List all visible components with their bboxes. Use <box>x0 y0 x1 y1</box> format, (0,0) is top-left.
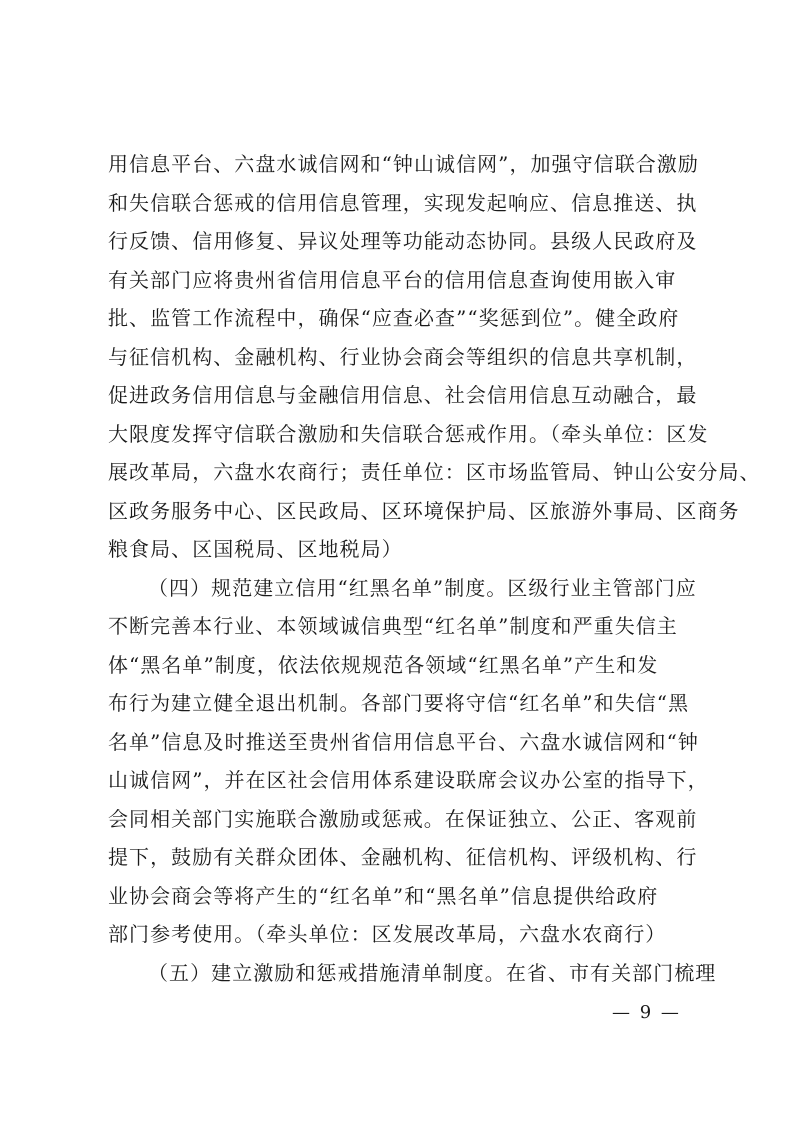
section-heading-line: （五）建立激励和惩戒措施清单制度。在省、市有关部门梳理 <box>148 960 717 985</box>
text-line: 展改革局，六盘水农商行；责任单位：区市场监管局、钟山公安分局、 <box>108 460 761 484</box>
text-line: 名单”信息及时推送至贵州省信用信息平台、六盘水诚信网和“钟 <box>108 729 699 754</box>
text-line: 与征信机构、金融机构、行业协会商会等组织的信息共享机制， <box>108 344 698 369</box>
section-heading-line: （四）规范建立信用“红黑名单”制度。区级行业主管部门应 <box>148 575 697 600</box>
text-line: 大限度发挥守信联合激励和失信联合惩戒作用。（牵头单位：区发 <box>108 421 709 446</box>
text-line: 区政务服务中心、区民政局、区环境保护局、区旅游外事局、区商务 <box>108 498 740 523</box>
page-number: — 9 — <box>612 1002 681 1023</box>
text-line: 部门参考使用。（牵头单位：区发展改革局，六盘水农商行） <box>108 922 667 946</box>
text-line: 布行为建立健全退出机制。各部门要将守信“红名单”和失信“黑 <box>108 691 690 715</box>
text-line: 粮食局、区国税局、区地税局） <box>108 537 403 561</box>
text-line: 体“黑名单”制度，依法依规规范各领域“红黑名单”产生和发 <box>108 652 659 677</box>
text-line: 批、监管工作流程中，确保“应查必查”“奖惩到位”。健全政府 <box>108 306 680 330</box>
text-line: 业协会商会等将产生的“红名单”和“黑名单”信息提供给政府 <box>108 883 659 908</box>
body-text <box>108 145 761 992</box>
text-line: 提下，鼓励有关群众团体、金融机构、征信机构、评级机构、行 <box>108 845 698 869</box>
text-line: 山诚信网”，并在区社会信用体系建设联席会议办公室的指导下， <box>108 768 709 792</box>
text-line: 用信息平台、六盘水诚信网和“钟山诚信网”，加强守信联合激励 <box>108 152 699 176</box>
text-line: 和失信联合惩戒的信用信息管理，实现发起响应、信息推送、执 <box>108 190 698 215</box>
text-line: 会同相关部门实施联合激励或惩戒。在保证独立、公正、客观前 <box>108 806 698 831</box>
text-line: 不断完善本行业、本领域诚信典型“红名单”制度和严重失信主 <box>108 614 678 638</box>
text-line: 有关部门应将贵州省信用信息平台的信用信息查询使用嵌入审 <box>108 267 677 292</box>
text-line: 行反馈、信用修复、异议处理等功能动态协同。县级人民政府及 <box>108 229 698 253</box>
text-line: 促进政务信用信息与金融信用信息、社会信用信息互动融合，最 <box>108 383 698 407</box>
